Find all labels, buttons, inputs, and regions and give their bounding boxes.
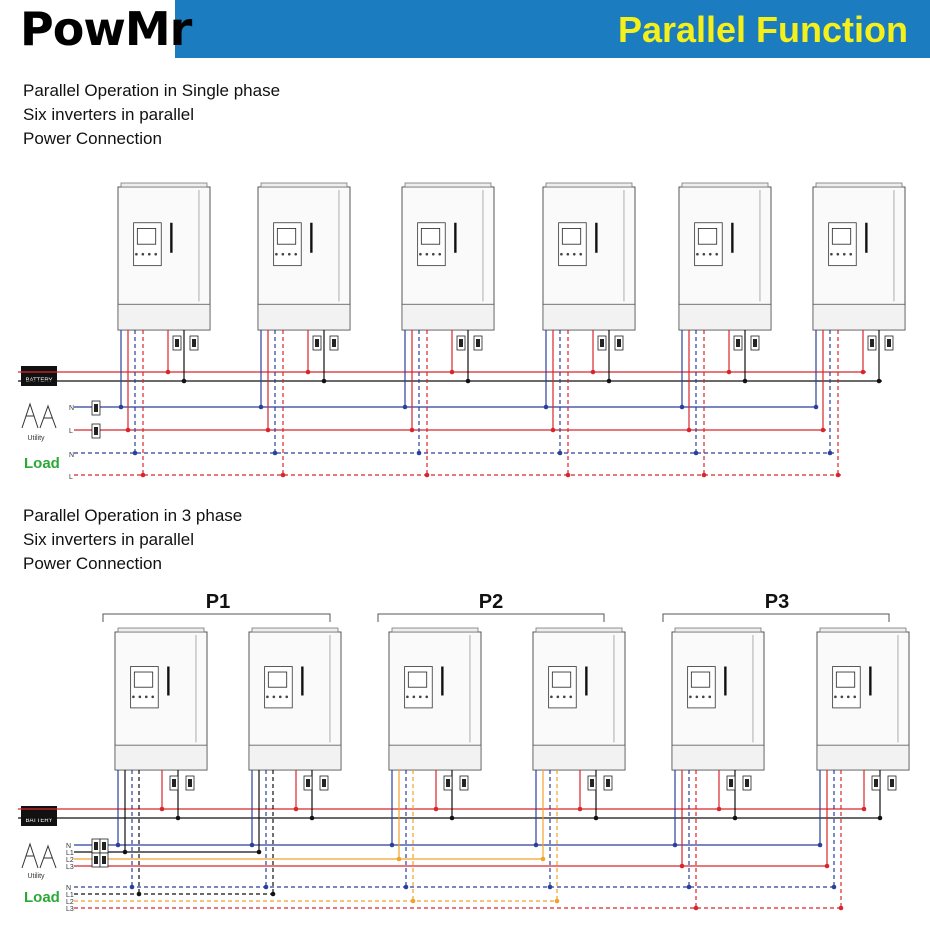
inverter-2-breaker-b-lever — [332, 339, 336, 347]
3p-inverter-3-button — [406, 696, 409, 699]
3p-inverter-6-top — [820, 628, 906, 632]
3p-inverter-6-button — [847, 696, 850, 699]
wire-label-l3: L3 — [66, 864, 74, 871]
battery-label-3p: BATTERY — [25, 818, 53, 824]
3p-inverter-1-button — [145, 696, 148, 699]
3p-inverter-5-node-load-l — [694, 906, 699, 911]
3p-inverter-4-screen — [552, 672, 570, 687]
inverter-4-node-load-l — [566, 473, 571, 478]
inverter-4-node-load-n — [558, 451, 563, 456]
inverter-5-node-l — [687, 428, 692, 433]
group-bracket-2 — [378, 614, 604, 622]
3p-breaker-l3-lever — [102, 856, 106, 864]
load-label: Load — [24, 455, 60, 472]
3p-inverter-2-node-n — [250, 843, 255, 848]
3p-inverter-1-node-batt-pos — [160, 807, 165, 812]
inverter-4-button — [560, 253, 563, 256]
3p-inverter-1-top — [118, 628, 204, 632]
3p-inverter-3-node-n — [390, 843, 395, 848]
3p-inverter-1-node-load-n — [130, 885, 135, 890]
wire-label-l1: L1 — [66, 850, 74, 857]
3p-inverter-2-breaker-a-lever — [306, 779, 310, 787]
3p-inverter-3-button — [413, 696, 416, 699]
3p-inverter-6-button — [841, 696, 844, 699]
inverter-3-button — [426, 253, 429, 256]
3p-inverter-5-node-batt-pos — [717, 807, 722, 812]
inverter-6-breaker-b-lever — [887, 339, 891, 347]
load-wire-label-l3: L3 — [66, 906, 74, 913]
inverter-4-top — [546, 183, 632, 187]
inverter-2-button — [294, 253, 297, 256]
3p-inverter-4-button — [563, 696, 566, 699]
inverter-3-top — [405, 183, 491, 187]
3p-inverter-3-node-batt-pos — [434, 807, 439, 812]
brand-logo: PowMr — [20, 2, 192, 56]
inverter-4-node-l — [551, 428, 556, 433]
3p-inverter-6-button — [834, 696, 837, 699]
n-label: N — [69, 405, 75, 412]
inverter-2-node-load-l — [281, 473, 286, 478]
inverter-3-breaker-a-lever — [459, 339, 463, 347]
battery-label: BATTERY — [25, 378, 53, 384]
3p-inverter-1-node-l — [123, 850, 128, 855]
load-label-3p: Load — [24, 889, 60, 906]
3p-inverter-5-node-l — [680, 864, 685, 869]
inverter-6-node-load-n — [828, 451, 833, 456]
3p-inverter-1-node-n — [116, 843, 121, 848]
inverter-4-button — [573, 253, 576, 256]
l-label: L — [69, 428, 73, 435]
inverter-2-node-n — [259, 405, 264, 410]
3p-inverter-1-breaker-b-lever — [188, 779, 192, 787]
3p-inverter-6-breaker-a-lever — [874, 779, 878, 787]
inverter-5-base — [679, 304, 771, 330]
inverter-2-node-l — [266, 428, 271, 433]
load-wire-label-l1: L1 — [66, 892, 74, 899]
inverter-6-button — [837, 253, 840, 256]
3p-inverter-4-node-load-n — [548, 885, 553, 890]
inverter-1-node-batt-neg — [182, 379, 187, 384]
inverter-4-button — [567, 253, 570, 256]
inverter-4-node-batt-pos — [591, 370, 596, 375]
page-title: Parallel Function — [617, 9, 908, 50]
3p-inverter-2-node-load-n — [264, 885, 269, 890]
3p-inverter-3-node-load-l — [411, 899, 416, 904]
inverter-5-button — [703, 253, 706, 256]
inverter-6-node-batt-pos — [861, 370, 866, 375]
3p-inverter-4-breaker-b-lever — [606, 779, 610, 787]
inverter-1-top — [121, 183, 207, 187]
inverter-1-node-batt-pos — [166, 370, 171, 375]
load-n-label: N — [69, 452, 75, 459]
single-phase-caption: Power Connection — [23, 129, 162, 148]
inverter-4-node-batt-neg — [607, 379, 612, 384]
inverter-2-node-batt-pos — [306, 370, 311, 375]
inverter-5-breaker-b-lever — [753, 339, 757, 347]
inverter-6-button — [830, 253, 833, 256]
inverter-2-base — [258, 304, 350, 330]
3p-inverter-6-screen — [836, 672, 854, 687]
3p-inverter-1-screen — [134, 672, 152, 687]
utility-tower-icon — [22, 404, 56, 428]
3p-inverter-2-node-load-l — [271, 892, 276, 897]
3p-inverter-2-button — [266, 696, 269, 699]
3p-inverter-3-base — [389, 745, 481, 770]
wire-label-l2: L2 — [66, 857, 74, 864]
inverter-5-node-batt-neg — [743, 379, 748, 384]
3p-inverter-5-breaker-b-lever — [745, 779, 749, 787]
inverter-3-node-batt-neg — [466, 379, 471, 384]
3p-inverter-2-screen — [268, 672, 286, 687]
load-l-label: L — [69, 474, 73, 481]
inverter-1-node-load-l — [141, 473, 146, 478]
inverter-1-node-n — [119, 405, 124, 410]
inverter-3-button — [438, 253, 441, 256]
3p-inverter-6-button — [853, 696, 856, 699]
3p-inverter-1-base — [115, 745, 207, 770]
3p-inverter-1-button — [151, 696, 154, 699]
inverter-3-base — [402, 304, 494, 330]
inverter-6-button — [843, 253, 846, 256]
inverter-1-button — [148, 253, 151, 256]
3p-inverter-3-node-l — [397, 857, 402, 862]
inverter-3-node-n — [403, 405, 408, 410]
inverter-2-node-load-n — [273, 451, 278, 456]
3p-inverter-4-node-l — [541, 857, 546, 862]
3p-breaker-l2-lever — [94, 856, 98, 864]
3p-inverter-2-top — [252, 628, 338, 632]
inverter-4-breaker-b-lever — [617, 339, 621, 347]
three-phase-subheading: Six inverters in parallel — [23, 530, 195, 549]
inverter-2-top — [261, 183, 347, 187]
3p-inverter-5-button — [708, 696, 711, 699]
group-bracket-1 — [103, 614, 330, 622]
inverter-5-button — [696, 253, 699, 256]
inverter-5-node-batt-pos — [727, 370, 732, 375]
inverter-5-node-load-n — [694, 451, 699, 456]
3p-inverter-3-button — [425, 696, 428, 699]
3p-inverter-6-base — [817, 745, 909, 770]
3p-inverter-2-button — [273, 696, 276, 699]
3p-inverter-1-node-load-l — [137, 892, 142, 897]
inverter-3-node-l — [410, 428, 415, 433]
inverter-2-screen — [277, 228, 295, 244]
3p-inverter-6-node-load-n — [832, 885, 837, 890]
inverter-1-breaker-a-lever — [175, 339, 179, 347]
inverter-3-button — [432, 253, 435, 256]
inverter-6-node-n — [814, 405, 819, 410]
inverter-6-base — [813, 304, 905, 330]
3p-inverter-2-breaker-b-lever — [322, 779, 326, 787]
utility-l-breaker-lever — [94, 427, 98, 435]
3p-inverter-6-node-batt-neg — [878, 816, 883, 821]
inverter-2-breaker-a-lever — [315, 339, 319, 347]
inverter-3-breaker-b-lever — [476, 339, 480, 347]
3p-inverter-5-screen — [691, 672, 709, 687]
3p-inverter-5-node-n — [673, 843, 678, 848]
3p-inverter-3-breaker-b-lever — [462, 779, 466, 787]
inverter-1-breaker-b-lever — [192, 339, 196, 347]
utility-n-breaker-lever — [94, 404, 98, 412]
inverter-3-node-load-n — [417, 451, 422, 456]
3p-inverter-3-node-load-n — [404, 885, 409, 890]
inverter-1-node-l — [126, 428, 131, 433]
inverter-6-button — [849, 253, 852, 256]
3p-inverter-2-base — [249, 745, 341, 770]
3p-inverter-3-button — [419, 696, 422, 699]
3p-inverter-4-breaker-a-lever — [590, 779, 594, 787]
inverter-5-screen — [698, 228, 716, 244]
inverter-1-button — [154, 253, 157, 256]
inverter-2-node-batt-neg — [322, 379, 327, 384]
inverter-5-button — [709, 253, 712, 256]
group-label-p3: P3 — [764, 591, 790, 613]
inverter-6-top — [816, 183, 902, 187]
inverter-3-node-batt-pos — [450, 370, 455, 375]
3p-inverter-5-top — [675, 628, 761, 632]
three-phase-heading: Parallel Operation in 3 phase — [23, 506, 243, 525]
inverter-3-button — [419, 253, 422, 256]
3p-inverter-5-button — [689, 696, 692, 699]
3p-inverter-6-breaker-b-lever — [890, 779, 894, 787]
group-bracket-3 — [663, 614, 889, 622]
inverter-4-screen — [562, 228, 580, 244]
3p-inverter-4-button — [550, 696, 553, 699]
three-phase-caption: Power Connection — [23, 554, 162, 573]
3p-inverter-6-node-batt-pos — [862, 807, 867, 812]
3p-breaker-l1-lever — [102, 842, 106, 850]
inverter-1-button — [135, 253, 138, 256]
load-wire-label-n: N — [66, 885, 72, 892]
3p-inverter-3-node-batt-neg — [450, 816, 455, 821]
3p-inverter-2-button — [285, 696, 288, 699]
3p-inverter-3-screen — [408, 672, 426, 687]
inverter-4-base — [543, 304, 635, 330]
inverter-6-node-l — [821, 428, 826, 433]
group-label-p1: P1 — [205, 591, 231, 613]
3p-inverter-5-base — [672, 745, 764, 770]
inverter-3-node-load-l — [425, 473, 430, 478]
3p-inverter-2-button — [279, 696, 282, 699]
utility-label: Utility — [27, 435, 45, 442]
inverter-6-node-load-l — [836, 473, 841, 478]
3p-inverter-1-button — [132, 696, 135, 699]
inverter-2-button — [282, 253, 285, 256]
3p-inverter-5-node-load-n — [687, 885, 692, 890]
inverter-1-node-load-n — [133, 451, 138, 456]
utility-label-3p: Utility — [27, 873, 45, 880]
inverter-2-button — [288, 253, 291, 256]
3p-inverter-1-node-batt-neg — [176, 816, 181, 821]
3p-inverter-6-node-n — [818, 843, 823, 848]
single-phase-subheading: Six inverters in parallel — [23, 105, 195, 124]
utility-tower-icon-3p — [22, 844, 56, 868]
inverter-1-base — [118, 304, 210, 330]
inverter-5-button — [715, 253, 718, 256]
3p-inverter-4-button — [557, 696, 560, 699]
3p-inverter-4-top — [536, 628, 622, 632]
3p-inverter-4-base — [533, 745, 625, 770]
group-label-p2: P2 — [478, 591, 504, 613]
3p-inverter-1-button — [139, 696, 142, 699]
inverter-2-button — [275, 253, 278, 256]
3p-inverter-2-node-batt-pos — [294, 807, 299, 812]
load-wire-label-l2: L2 — [66, 899, 74, 906]
3p-inverter-5-breaker-a-lever — [729, 779, 733, 787]
3p-inverter-3-breaker-a-lever — [446, 779, 450, 787]
3p-inverter-2-node-batt-neg — [310, 816, 315, 821]
inverter-1-screen — [137, 228, 155, 244]
inverter-5-top — [682, 183, 768, 187]
3p-inverter-6-node-l — [825, 864, 830, 869]
3p-inverter-4-node-n — [534, 843, 539, 848]
3p-inverter-5-node-batt-neg — [733, 816, 738, 821]
3p-inverter-5-button — [696, 696, 699, 699]
wire-label-n: N — [66, 843, 72, 850]
3p-inverter-4-node-load-l — [555, 899, 560, 904]
inverter-3-screen — [421, 228, 439, 244]
3p-breaker-n-lever — [94, 842, 98, 850]
3p-inverter-3-top — [392, 628, 478, 632]
3p-inverter-4-node-batt-neg — [594, 816, 599, 821]
3p-inverter-4-node-batt-pos — [578, 807, 583, 812]
3p-inverter-5-button — [702, 696, 705, 699]
inverter-5-node-n — [680, 405, 685, 410]
single-phase-heading: Parallel Operation in Single phase — [23, 81, 281, 100]
inverter-4-breaker-a-lever — [600, 339, 604, 347]
3p-inverter-2-node-l — [257, 850, 262, 855]
3p-inverter-4-button — [569, 696, 572, 699]
inverter-6-node-batt-neg — [877, 379, 882, 384]
inverter-1-button — [142, 253, 145, 256]
inverter-5-node-load-l — [702, 473, 707, 478]
3p-inverter-1-breaker-a-lever — [172, 779, 176, 787]
inverter-4-node-n — [544, 405, 549, 410]
inverter-4-button — [579, 253, 582, 256]
3p-inverter-6-node-load-l — [839, 906, 844, 911]
inverter-6-screen — [832, 228, 850, 244]
inverter-6-breaker-a-lever — [870, 339, 874, 347]
inverter-5-breaker-a-lever — [736, 339, 740, 347]
